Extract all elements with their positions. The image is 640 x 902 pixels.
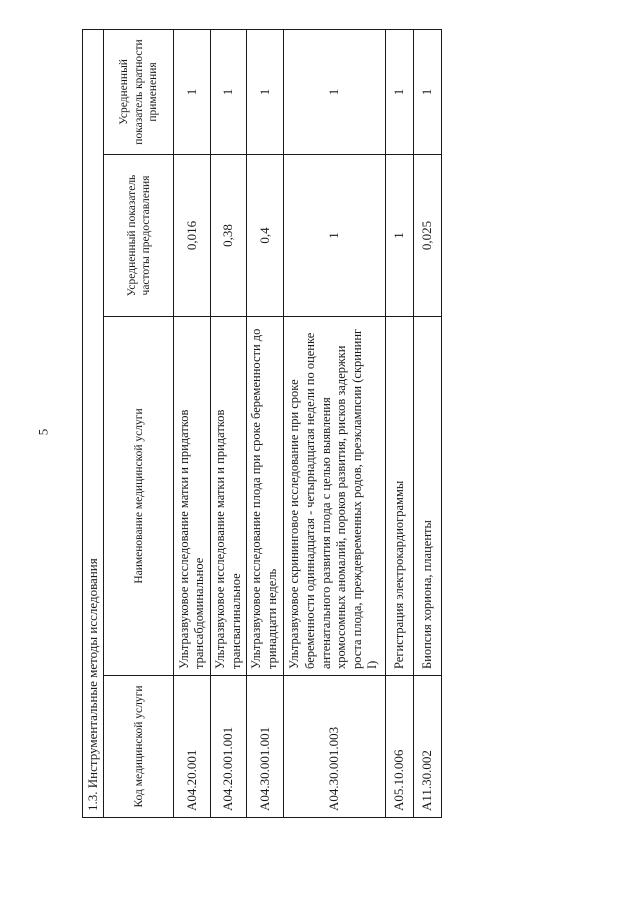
table-row <box>413 29 441 817</box>
service-code: А04.30.001.001 <box>247 676 283 818</box>
service-frequency: 1 <box>385 155 413 317</box>
service-multiplicity: 1 <box>413 29 441 154</box>
header-frequency: Усредненный показатель частоты предоставления <box>104 155 174 317</box>
service-code: А04.30.001.003 <box>283 676 385 818</box>
section-title-row <box>83 29 104 817</box>
page-number: 5 <box>35 428 51 436</box>
table-header-row <box>104 29 174 817</box>
table-row <box>385 29 413 817</box>
service-name: Регистрация электрокардиограммы <box>385 317 413 676</box>
service-code: А04.20.001.001 <box>210 676 246 818</box>
table-row <box>247 29 283 817</box>
service-frequency: 0,016 <box>174 155 210 317</box>
service-multiplicity: 1 <box>385 29 413 154</box>
service-frequency: 0,025 <box>413 155 441 317</box>
table-row <box>210 29 246 817</box>
service-multiplicity: 1 <box>210 29 246 154</box>
header-code: Код медицинской услуги <box>104 676 174 818</box>
service-multiplicity: 1 <box>283 29 385 154</box>
service-frequency: 0,4 <box>247 155 283 317</box>
service-name: Ультразвуковое исследование матки и придатков трансабдоминальное <box>174 317 210 676</box>
service-code: А04.20.001 <box>174 676 210 818</box>
service-frequency: 0,38 <box>210 155 246 317</box>
service-code: А11.30.002 <box>413 676 441 818</box>
table-row <box>283 29 385 817</box>
service-frequency: 1 <box>283 155 385 317</box>
service-code: А05.10.006 <box>385 676 413 818</box>
header-multiplicity: Усредненный показатель кратности применения <box>104 29 174 154</box>
service-multiplicity: 1 <box>174 29 210 154</box>
service-name: Ультразвуковое исследование плода при сроке беременности до тринадцати недель <box>247 317 283 676</box>
section-title: 1.3. Инструментальные методы исследования <box>83 29 104 817</box>
services-table <box>82 29 442 818</box>
header-name: Наименование медицинской услуги <box>104 317 174 676</box>
service-name: Ультразвуковое скрининговое исследование при сроке беременности одиннадцатая - четырнадцатая недели по оценке антенатального развития плода с целью выявления хромосомных аномалий, пороков развития, рисков задержки роста плода, преждевременных родов, преэклампсии (скрининг I) <box>283 317 385 676</box>
rotated-page-content <box>82 30 442 818</box>
service-name: Биопсия хориона, плаценты <box>413 317 441 676</box>
table-row <box>174 29 210 817</box>
service-name: Ультразвуковое исследование матки и придатков трансвагинальное <box>210 317 246 676</box>
service-multiplicity: 1 <box>247 29 283 154</box>
